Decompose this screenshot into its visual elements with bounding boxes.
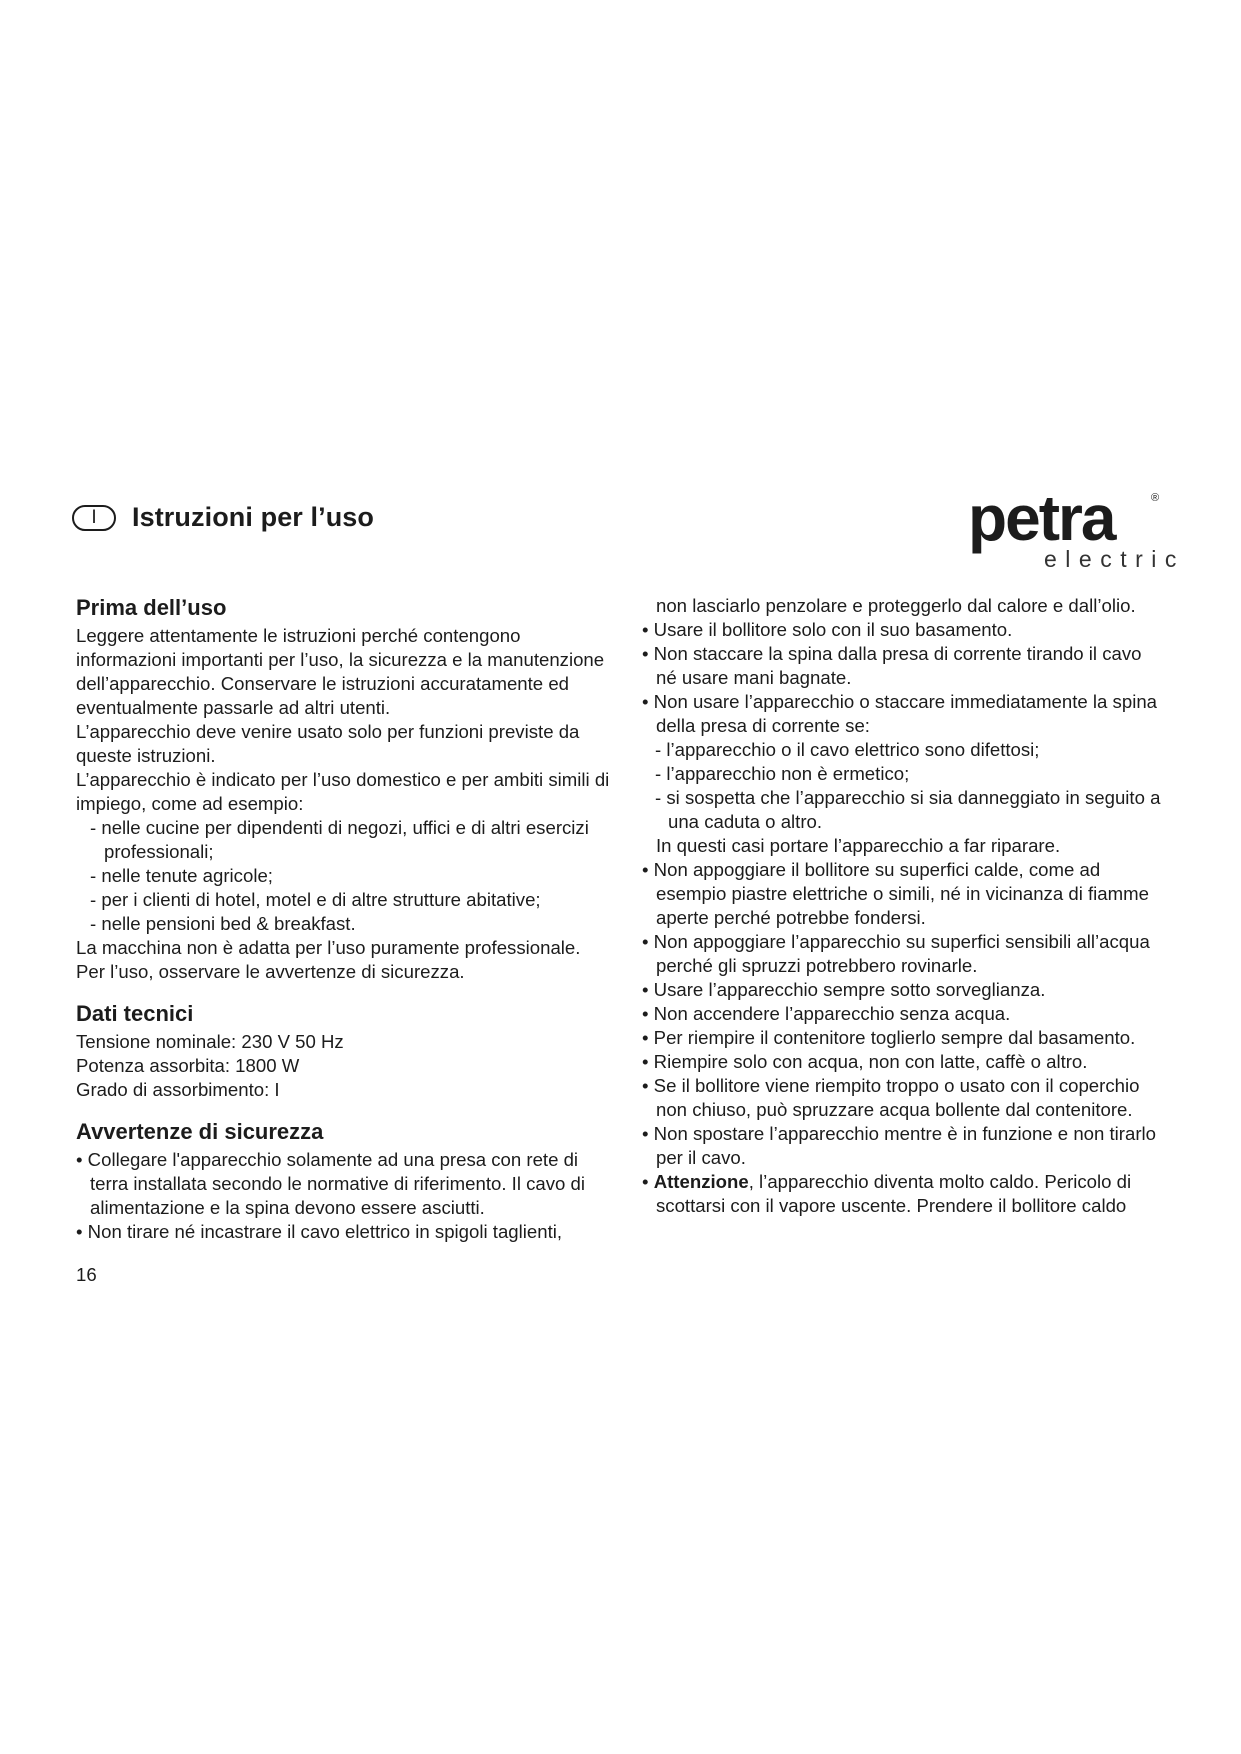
section-dati-tecnici <box>76 1000 616 1102</box>
bullet-item: • Usare l’apparecchio sempre sotto sorveglianza. <box>642 979 1046 1000</box>
list-item: - si sospetta che l’apparecchio si sia danneggiato in seguito a una caduta o altro. <box>655 787 1161 832</box>
bullet-item: • Non staccare la spina dalla presa di corrente tirando il cavo né usare mani bagnate. <box>642 643 1142 688</box>
bullet-item: • Non spostare l’apparecchio mentre è in funzione e non tirarlo per il cavo. <box>642 1123 1156 1168</box>
right-column <box>642 594 1162 1218</box>
list-item: - l’apparecchio non è ermetico; <box>655 763 910 784</box>
section-heading: Prima dell’uso <box>76 595 227 620</box>
paragraph: In questi casi portare l’apparecchio a far riparare. <box>656 835 1061 856</box>
list-item: - nelle cucine per dipendenti di negozi, uffici e di altri esercizi professionali; <box>90 817 589 862</box>
bullet-mark: • <box>642 1171 654 1192</box>
bullet-item: • Non accendere l’apparecchio senza acqua. <box>642 1003 1011 1024</box>
paragraph: Leggere attentamente le istruzioni perché contengono informazioni importanti per l’uso, la sicurezza e la manutenzione dell’apparecchio. Conservare le istruzioni accuratamente ed eventualmente passarle ad altri utenti. <box>76 625 605 718</box>
bullet-item: • Non tirare né incastrare il cavo elettrico in spigoli taglienti, <box>76 1221 563 1242</box>
section-prima-dell-uso <box>76 594 616 984</box>
bullet-item: • Non usare l’apparecchio o staccare immediatamente la spina della presa di corrente se: <box>642 691 1158 736</box>
spec-line: Tensione nominale: 230 V 50 Hz <box>76 1031 344 1052</box>
logo-subtitle: electric <box>1044 546 1185 572</box>
paragraph: L’apparecchio deve venire usato solo per funzioni previste da queste istruzioni. <box>76 721 580 766</box>
left-column <box>76 594 616 1260</box>
bullet-item: • Riempire solo con acqua, non con latte, caffè o altro. <box>642 1051 1088 1072</box>
logo-wordmark: petra <box>968 482 1115 554</box>
bullet-item: • Non appoggiare l’apparecchio su superfici sensibili all’acqua perché gli spruzzi potrebbero rovinarle. <box>642 931 1150 976</box>
section-heading: Avvertenze di sicurezza <box>76 1119 324 1144</box>
list-item: - per i clienti di hotel, motel e di altre strutture abitative; <box>90 889 541 910</box>
paragraph: Per l’uso, osservare le avvertenze di sicurezza. <box>76 961 465 982</box>
bullet-text: , l’apparecchio diventa molto caldo. Pericolo di scottarsi con il vapore uscente. Prendere il bollitore caldo <box>656 1171 1132 1216</box>
list-item: - nelle tenute agricole; <box>90 865 273 886</box>
bullet-item: • Per riempire il contenitore toglierlo sempre dal basamento. <box>642 1027 1136 1048</box>
warning-label: Attenzione <box>653 1171 749 1192</box>
list-item: - l’apparecchio o il cavo elettrico sono difettosi; <box>655 739 1040 760</box>
registered-mark: ® <box>1151 492 1160 504</box>
bullet-item-attenzione <box>642 1170 1162 1218</box>
bullet-item: • Usare il bollitore solo con il suo basamento. <box>642 619 1013 640</box>
bullet-item: • Collegare l'apparecchio solamente ad una presa con rete di terra installata secondo le normative di riferimento. Il cavo di alimentazione e la spina devono essere asciutti. <box>76 1149 586 1218</box>
spec-line: Grado di assorbimento: I <box>76 1079 280 1100</box>
bullet-continuation: non lasciarlo penzolare e proteggerlo dal calore e dall’olio. <box>656 595 1136 616</box>
spec-line: Potenza assorbita: 1800 W <box>76 1055 300 1076</box>
language-badge: I <box>72 505 116 531</box>
bullet-item: • Non appoggiare il bollitore su superfici calde, come ad esempio piastre elettriche o simili, né in vicinanza di fiamme aperte perché potrebbe fondersi. <box>642 859 1149 928</box>
paragraph: La macchina non è adatta per l’uso puramente professionale. <box>76 937 581 958</box>
paragraph: L’apparecchio è indicato per l’uso domestico e per ambiti simili di impiego, come ad esempio: <box>76 769 610 814</box>
brand-logo <box>968 482 1185 582</box>
section-avvertenze <box>76 1118 616 1244</box>
page-header <box>72 502 374 533</box>
bullet-item: • Se il bollitore viene riempito troppo o usato con il coperchio non chiuso, può spruzzare acqua bollente dal contenitore. <box>642 1075 1140 1120</box>
page-title: Istruzioni per l’uso <box>132 502 375 532</box>
page-number: 16 <box>76 1264 97 1285</box>
list-item: - nelle pensioni bed & breakfast. <box>90 913 356 934</box>
section-heading: Dati tecnici <box>76 1001 194 1026</box>
